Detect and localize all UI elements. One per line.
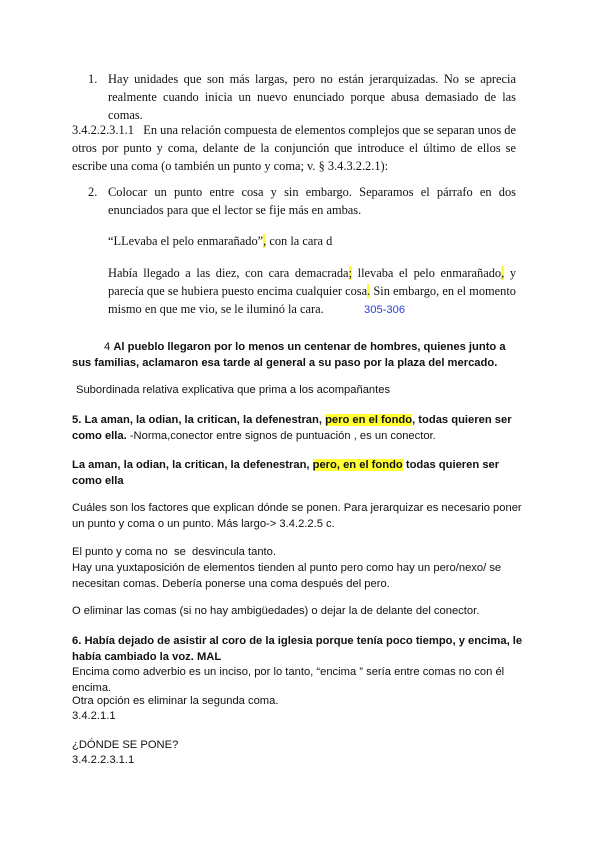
item-5-correction [72, 458, 526, 490]
quoted-example [108, 232, 516, 250]
item-5 [72, 413, 526, 445]
list-item-2 [88, 183, 516, 219]
highlighted-connector: pero en el fondo [325, 414, 413, 426]
correction-sentence: La aman, la odian, la critican, la defenestran, [72, 459, 313, 471]
correction-sentence-end: todas quieren ser como ella [72, 459, 500, 487]
juxtaposition-note: Hay una yuxtaposición de elementos tienden al punto pero como hay un pero/nexo/ se necesitan comas. Debería ponerse una coma después del pero. [72, 562, 502, 590]
example-text: Sin embargo, en el momento mismo en que me vio, se le iluminó la cara. [108, 284, 516, 316]
highlighted-mark: . [367, 284, 371, 298]
quote-text-end: con la cara d [266, 234, 333, 248]
item-5-sentence: . La aman, la odian, la critican, la defenestran, [78, 414, 326, 426]
quote-text: “LLevaba el pelo enmarañado” [108, 234, 264, 248]
example-text: Había llegado a las diez, con cara demacrada [108, 266, 349, 280]
highlighted-connector: pero, en el fondo [312, 459, 403, 471]
example-text: y parecía que se hubiera puesto encima cualquier cosa [108, 266, 517, 298]
highlighted-mark: , [501, 266, 505, 280]
item-6-sentence: . Había dejado de asistir al coro de la iglesia porque tenía poco tiempo, y encima, le había cambiado la voz. MAL [72, 635, 523, 663]
factors-paragraph: Cuáles son los factores que explican dónde se ponen. Para jerarquizar es necesario poner un punto y coma o un punto. Más largo-> 3.4.2.2.5 c. [72, 502, 522, 530]
question-reference: 3.4.2.2.3.1.1 [72, 754, 135, 766]
item-6 [72, 634, 526, 666]
item-5-comment: -Norma,conector entre signos de puntuación , es un conector. [126, 429, 436, 442]
question-heading: ¿DÓNDE SE PONE? [72, 739, 179, 751]
page-reference: 305-306 [364, 304, 406, 316]
semicolon-note: El punto y coma no se desvincula tanto. [72, 546, 276, 558]
encima-note: Encima como adverbio es un inciso, por lo tanto, “encima ” sería entre comas no con él encima. [72, 666, 505, 694]
list-item-text: Colocar un punto entre cosa y sin embargo. Separamos el párrafo en dos enunciados para que el lector se fije más en ambas. [108, 185, 516, 217]
highlighted-mark: , [263, 234, 267, 248]
item-4-note: Subordinada relativa explicativa que prima a los acompañantes [76, 384, 391, 396]
rule-paragraph: 3.4.2.2.3.1.1 En una relación compuesta de elementos complejos que se separan unos de otros por punto y coma, delante de la conjunción que introduce el último de ellos se escribe una coma (o también un punto y coma; v. § 3.4.3.2.2.1): [72, 123, 520, 173]
alternative-note: O eliminar las comas (si no hay ambigüedades) o dejar la de delante del conector. [72, 605, 480, 617]
list-number: 1. [88, 72, 98, 86]
item-number: 4 [104, 341, 111, 353]
example-paragraph [108, 264, 516, 319]
item-number: 6 [72, 635, 79, 647]
example-text: llevaba el pelo enmarañado [352, 266, 502, 280]
item-number: 5 [72, 414, 79, 426]
list-item-1 [88, 70, 516, 124]
list-number: 2. [88, 185, 98, 199]
item-5-sentence-end: , todas quieren ser como ella. [72, 414, 512, 442]
option-note: Otra opción es eliminar la segunda coma. [72, 695, 279, 707]
item-4-sentence: Al pueblo llegaron por lo menos un centenar de hombres, quienes junto a sus familias, aclamaron esa tarde al general a su paso por la plaza del mercado. [72, 341, 506, 369]
rule-reference: 3.4.2.1.1 [72, 710, 116, 722]
list-item-text: Hay unidades que son más largas, pero no están jerarquizadas. No se aprecia realmente cuando inicia un nuevo enunciado porque abusa demasiado de las comas. [108, 72, 516, 122]
item-4 [72, 340, 526, 372]
highlighted-mark: ; [348, 266, 353, 280]
